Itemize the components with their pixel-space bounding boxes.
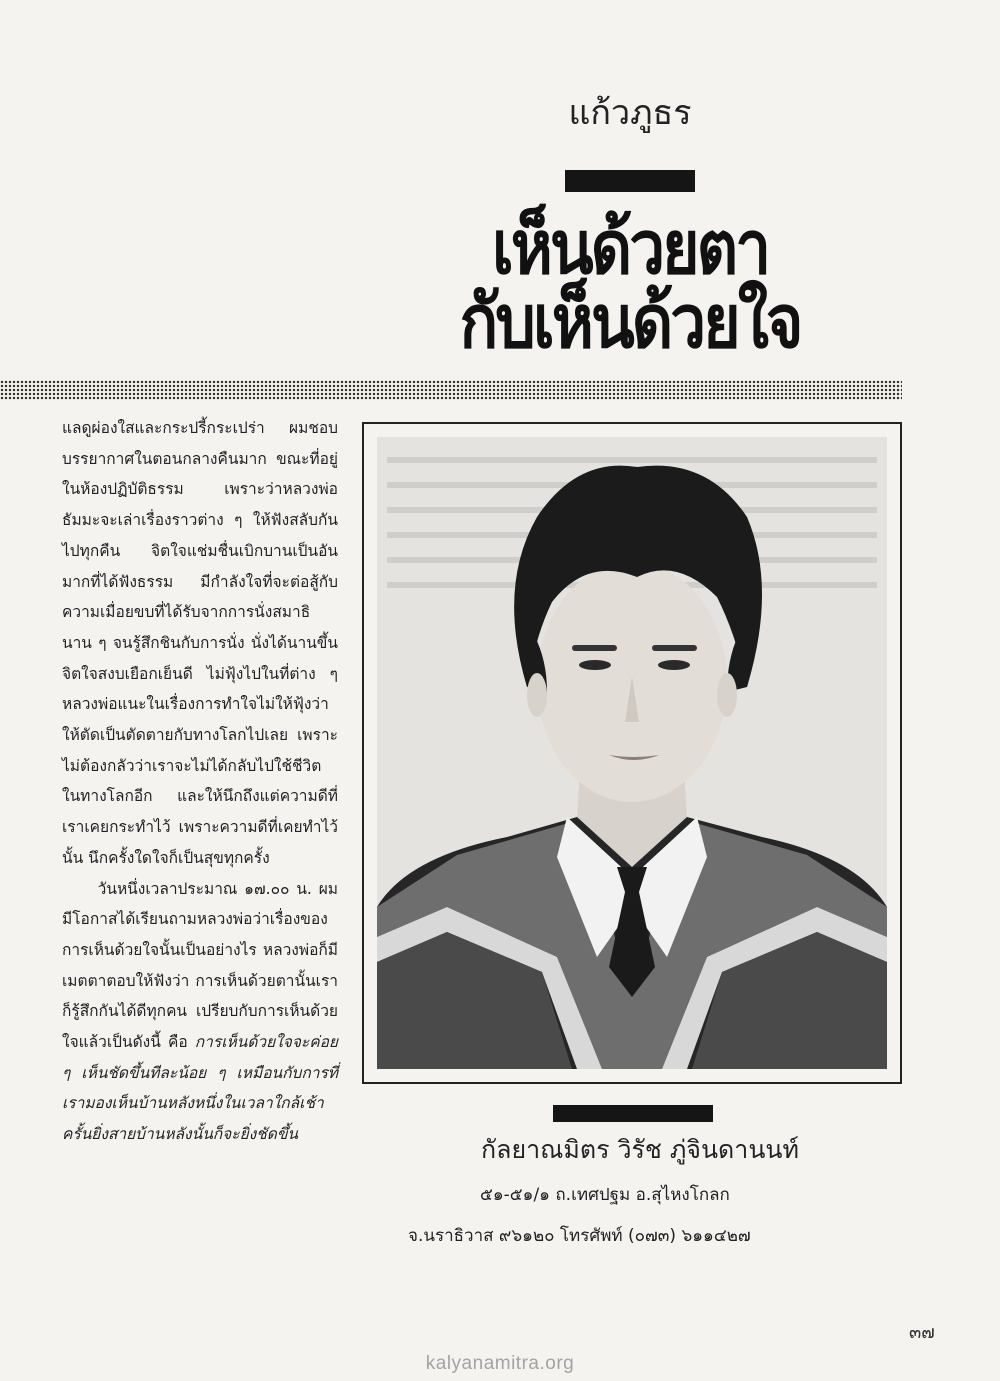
page-number: ๓๗ (909, 1322, 935, 1343)
body-paragraph-2-italic: การเห็นด้วยใจจะค่อย ๆ เห็นชัดขึ้นทีละน้อย ๆ เหมือนกับการที่เรามองเห็นบ้านหลังหนึ่งในเวลาใกล้เช้าครั้นยิ่งสายบ้านหลังนั้นก็จะยิ่งชัดขึ้น (62, 1033, 338, 1144)
header-divider-bar (565, 170, 695, 192)
article-header (440, 93, 820, 366)
caption-address-1: ๕๑-๕๑/๑ ถ.เทศปฐม อ.สุไหงโกลก (480, 1185, 730, 1205)
portrait-photo-frame (362, 422, 902, 1084)
headline-line-1: เห็นด้วยตา (491, 206, 769, 292)
body-paragraph-2 (62, 874, 338, 1150)
headline-line-2: กับเห็นด้วยใจ (459, 280, 801, 366)
caption-address-2: จ.นราธิวาส ๙๖๑๒๐ โทรศัพท์ (๐๗๓) ๖๑๑๔๒๗ (408, 1226, 751, 1246)
watermark: kalyanamitra.org (425, 1353, 575, 1374)
caption-divider-bar (553, 1105, 713, 1122)
caption-name: กัลยาณมิตร วิรัช ภู่จินดานนท์ (481, 1135, 799, 1164)
body-paragraph-1: แลดูผ่องใสและกระปรี้กระเปร่า ผมชอบบรรยากาศในตอนกลางคืนมาก ขณะที่อยู่ในห้องปฏิบัติธรรม เพราะว่าหลวงพ่อธัมมะจะเล่าเรื่องราวต่าง ๆ ให้ฟังสลับกันไปทุกคืน จิตใจแช่มชื่นเบิกบานเป็นอันมากที่ได้ฟังธรรม มีกำลังใจที่จะต่อสู้กับความเมื่อยขบที่ได้รับจากการนั่งสมาธินาน ๆ จนรู้สึกชินกับการนั่ง นั่งได้นานขึ้น จิตใจสงบเยือกเย็นดี ไม่ฟุ้งไปในที่ต่าง ๆ หลวงพ่อแนะในเรื่องการทำใจไม่ให้ฟุ้งว่า ให้ตัดเป็นตัดตายกับทางโลกไปเลย เพราะไม่ต้องกลัวว่าเราจะไม่ได้กลับไปใช้ชีวิตในทางโลกอีก และให้นึกถึงแต่ความดีที่เราเคยกระทำไว้ เพราะความดีที่เคยทำไว้นั้น นึกครั้งใดใจก็เป็นสุขทุกครั้ง (62, 419, 338, 867)
body-paragraph-2-text: วันหนึ่งเวลาประมาณ ๑๗.๐๐ น. ผมมีโอกาสได้เรียนถามหลวงพ่อว่าเรื่องของการเห็นด้วยใจนั้นเป็นอย่างไร หลวงพ่อก็มีเมตตาตอบให้ฟังว่า การเห็นด้วยตานั้นเราก็รู้สึกกันได้ดีทุกคน เปรียบกับการเห็นด้วยใจแล้วเป็นดังนี้ คือ (62, 879, 338, 1052)
halftone-divider (0, 380, 902, 400)
article-body (62, 413, 338, 1150)
column-name: แก้วภูธร (568, 93, 692, 133)
portrait-illustration (377, 437, 887, 1069)
portrait-photo (377, 437, 887, 1069)
